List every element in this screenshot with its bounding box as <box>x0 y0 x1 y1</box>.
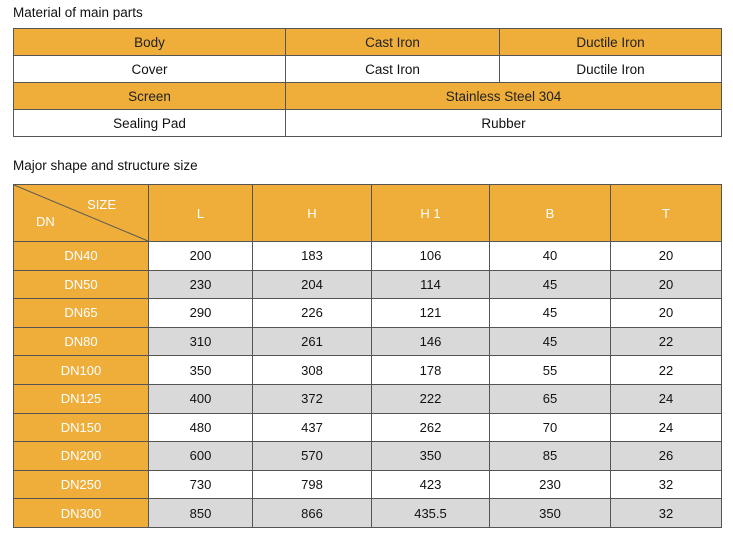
value-cell: 570 <box>253 442 372 471</box>
materials-cell: Sealing Pad <box>14 110 286 137</box>
value-cell: 226 <box>253 299 372 328</box>
value-cell: 308 <box>253 356 372 385</box>
value-cell: 850 <box>149 499 253 528</box>
dn-cell: DN50 <box>14 270 149 299</box>
materials-cell: Body <box>14 29 286 56</box>
value-cell: 600 <box>149 442 253 471</box>
value-cell: 32 <box>611 499 722 528</box>
materials-cell: Ductile Iron <box>500 29 722 56</box>
value-cell: 55 <box>490 356 611 385</box>
value-cell: 350 <box>372 442 490 471</box>
value-cell: 400 <box>149 384 253 413</box>
corner-cell <box>14 185 149 242</box>
dn-cell: DN300 <box>14 499 149 528</box>
value-cell: 40 <box>490 242 611 271</box>
value-cell: 32 <box>611 470 722 499</box>
materials-cell: Cast Iron <box>286 56 500 83</box>
sizes-header-cell: L <box>149 185 253 242</box>
sizes-header-cell: H 1 <box>372 185 490 242</box>
materials-cell: Rubber <box>286 110 722 137</box>
dn-cell: DN250 <box>14 470 149 499</box>
value-cell: 45 <box>490 270 611 299</box>
table-row <box>14 499 722 528</box>
materials-cell: Stainless Steel 304 <box>286 83 722 110</box>
table-row <box>14 242 722 271</box>
value-cell: 121 <box>372 299 490 328</box>
value-cell: 230 <box>149 270 253 299</box>
dn-cell: DN150 <box>14 413 149 442</box>
value-cell: 372 <box>253 384 372 413</box>
table-row <box>14 356 722 385</box>
value-cell: 85 <box>490 442 611 471</box>
value-cell: 350 <box>490 499 611 528</box>
table-row <box>14 442 722 471</box>
value-cell: 20 <box>611 242 722 271</box>
value-cell: 437 <box>253 413 372 442</box>
value-cell: 26 <box>611 442 722 471</box>
value-cell: 20 <box>611 270 722 299</box>
corner-size-label: SIZE <box>87 197 116 212</box>
materials-cell: Ductile Iron <box>500 56 722 83</box>
value-cell: 22 <box>611 327 722 356</box>
value-cell: 45 <box>490 299 611 328</box>
materials-cell: Cast Iron <box>286 29 500 56</box>
value-cell: 435.5 <box>372 499 490 528</box>
materials-row <box>14 110 722 137</box>
value-cell: 798 <box>253 470 372 499</box>
value-cell: 183 <box>253 242 372 271</box>
table-row <box>14 413 722 442</box>
value-cell: 200 <box>149 242 253 271</box>
sizes-header-cell: B <box>490 185 611 242</box>
value-cell: 423 <box>372 470 490 499</box>
dn-cell: DN65 <box>14 299 149 328</box>
materials-cell: Screen <box>14 83 286 110</box>
value-cell: 22 <box>611 356 722 385</box>
value-cell: 290 <box>149 299 253 328</box>
value-cell: 262 <box>372 413 490 442</box>
dn-cell: DN80 <box>14 327 149 356</box>
value-cell: 222 <box>372 384 490 413</box>
value-cell: 350 <box>149 356 253 385</box>
value-cell: 204 <box>253 270 372 299</box>
corner-dn-label: DN <box>36 214 55 229</box>
sizes-header-row <box>14 185 722 242</box>
dn-cell: DN100 <box>14 356 149 385</box>
table-row <box>14 384 722 413</box>
table-row <box>14 270 722 299</box>
materials-row <box>14 83 722 110</box>
table-row <box>14 327 722 356</box>
sizes-header-cell: H <box>253 185 372 242</box>
materials-row <box>14 29 722 56</box>
value-cell: 24 <box>611 384 722 413</box>
materials-row <box>14 56 722 83</box>
table-row <box>14 299 722 328</box>
value-cell: 106 <box>372 242 490 271</box>
value-cell: 480 <box>149 413 253 442</box>
value-cell: 45 <box>490 327 611 356</box>
value-cell: 70 <box>490 413 611 442</box>
diagonal-line <box>14 185 148 241</box>
value-cell: 146 <box>372 327 490 356</box>
materials-title: Material of main parts <box>13 5 143 20</box>
value-cell: 730 <box>149 470 253 499</box>
sizes-header-cell: T <box>611 185 722 242</box>
value-cell: 310 <box>149 327 253 356</box>
value-cell: 65 <box>490 384 611 413</box>
table-row <box>14 470 722 499</box>
value-cell: 866 <box>253 499 372 528</box>
dn-cell: DN200 <box>14 442 149 471</box>
value-cell: 230 <box>490 470 611 499</box>
dn-cell: DN125 <box>14 384 149 413</box>
dn-cell: DN40 <box>14 242 149 271</box>
value-cell: 114 <box>372 270 490 299</box>
value-cell: 178 <box>372 356 490 385</box>
value-cell: 24 <box>611 413 722 442</box>
sizes-table <box>13 184 722 528</box>
materials-table <box>13 28 722 137</box>
materials-cell: Cover <box>14 56 286 83</box>
value-cell: 20 <box>611 299 722 328</box>
value-cell: 261 <box>253 327 372 356</box>
sizes-title: Major shape and structure size <box>13 158 198 173</box>
